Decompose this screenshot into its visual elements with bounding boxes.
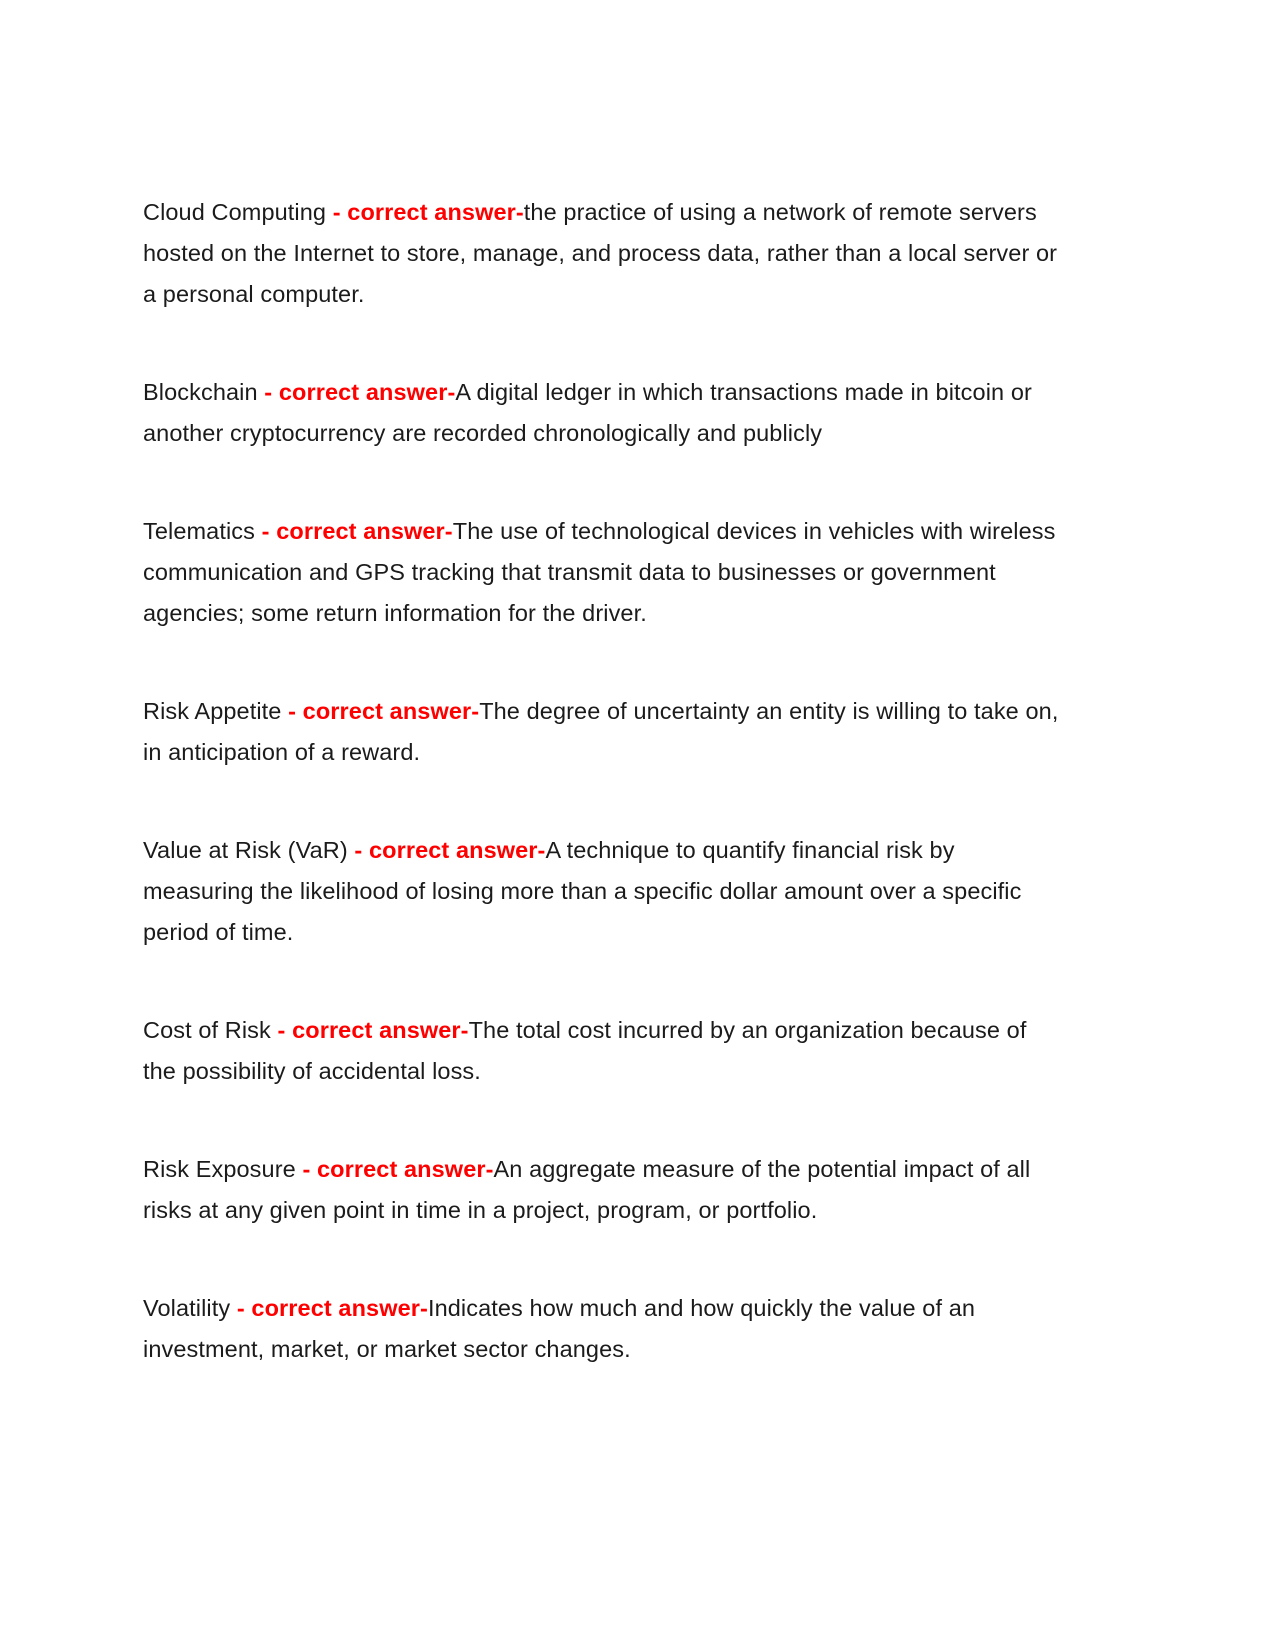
definition-text: The use of technological devices in vehicles with wireless communication and GPS tracking that transmit data to businesses or government agencies; some return information for the driver. [143, 518, 1056, 626]
term-text: Telematics [143, 518, 256, 544]
definition-text: The degree of uncertainty an entity is willing to take on, in anticipation of a reward. [143, 698, 1059, 765]
term-entry [143, 1149, 1065, 1231]
term-entry [143, 1288, 1065, 1370]
term-text: Risk Appetite [143, 698, 282, 724]
definition-text: A technique to quantify financial risk by measuring the likelihood of losing more than a specific dollar amount over a specific period of time. [143, 837, 1022, 945]
correct-answer-marker: - correct answer- [302, 1156, 494, 1182]
correct-answer-marker: - correct answer- [332, 199, 524, 225]
term-entry [143, 511, 1065, 634]
term-entry [143, 372, 1065, 454]
term-entry [143, 691, 1065, 773]
document-body [143, 192, 1065, 1370]
term-text: Cost of Risk [143, 1017, 271, 1043]
correct-answer-marker: - correct answer- [354, 837, 546, 863]
term-entry [143, 830, 1065, 953]
term-text: Blockchain [143, 379, 258, 405]
term-entry [143, 192, 1065, 315]
definition-text: the practice of using a network of remote servers hosted on the Internet to store, manage, and process data, rather than a local server or a personal computer. [143, 199, 1058, 307]
correct-answer-marker: - correct answer- [288, 698, 480, 724]
term-text: Volatility [143, 1295, 231, 1321]
definition-text: An aggregate measure of the potential impact of all risks at any given point in time in a project, program, or portfolio. [143, 1156, 1031, 1223]
correct-answer-marker: - correct answer- [261, 518, 453, 544]
term-entry [143, 1010, 1065, 1092]
term-text: Cloud Computing [143, 199, 327, 225]
definition-text: Indicates how much and how quickly the value of an investment, market, or market sector changes. [143, 1295, 976, 1362]
term-text: Value at Risk (VaR) [143, 837, 348, 863]
definition-text: A digital ledger in which transactions made in bitcoin or another cryptocurrency are recorded chronologically and publicly [143, 379, 1032, 446]
correct-answer-marker: - correct answer- [277, 1017, 469, 1043]
term-text: Risk Exposure [143, 1156, 296, 1182]
definition-text: The total cost incurred by an organization because of the possibility of accidental loss. [143, 1017, 1027, 1084]
correct-answer-marker: - correct answer- [236, 1295, 428, 1321]
correct-answer-marker: - correct answer- [264, 379, 456, 405]
